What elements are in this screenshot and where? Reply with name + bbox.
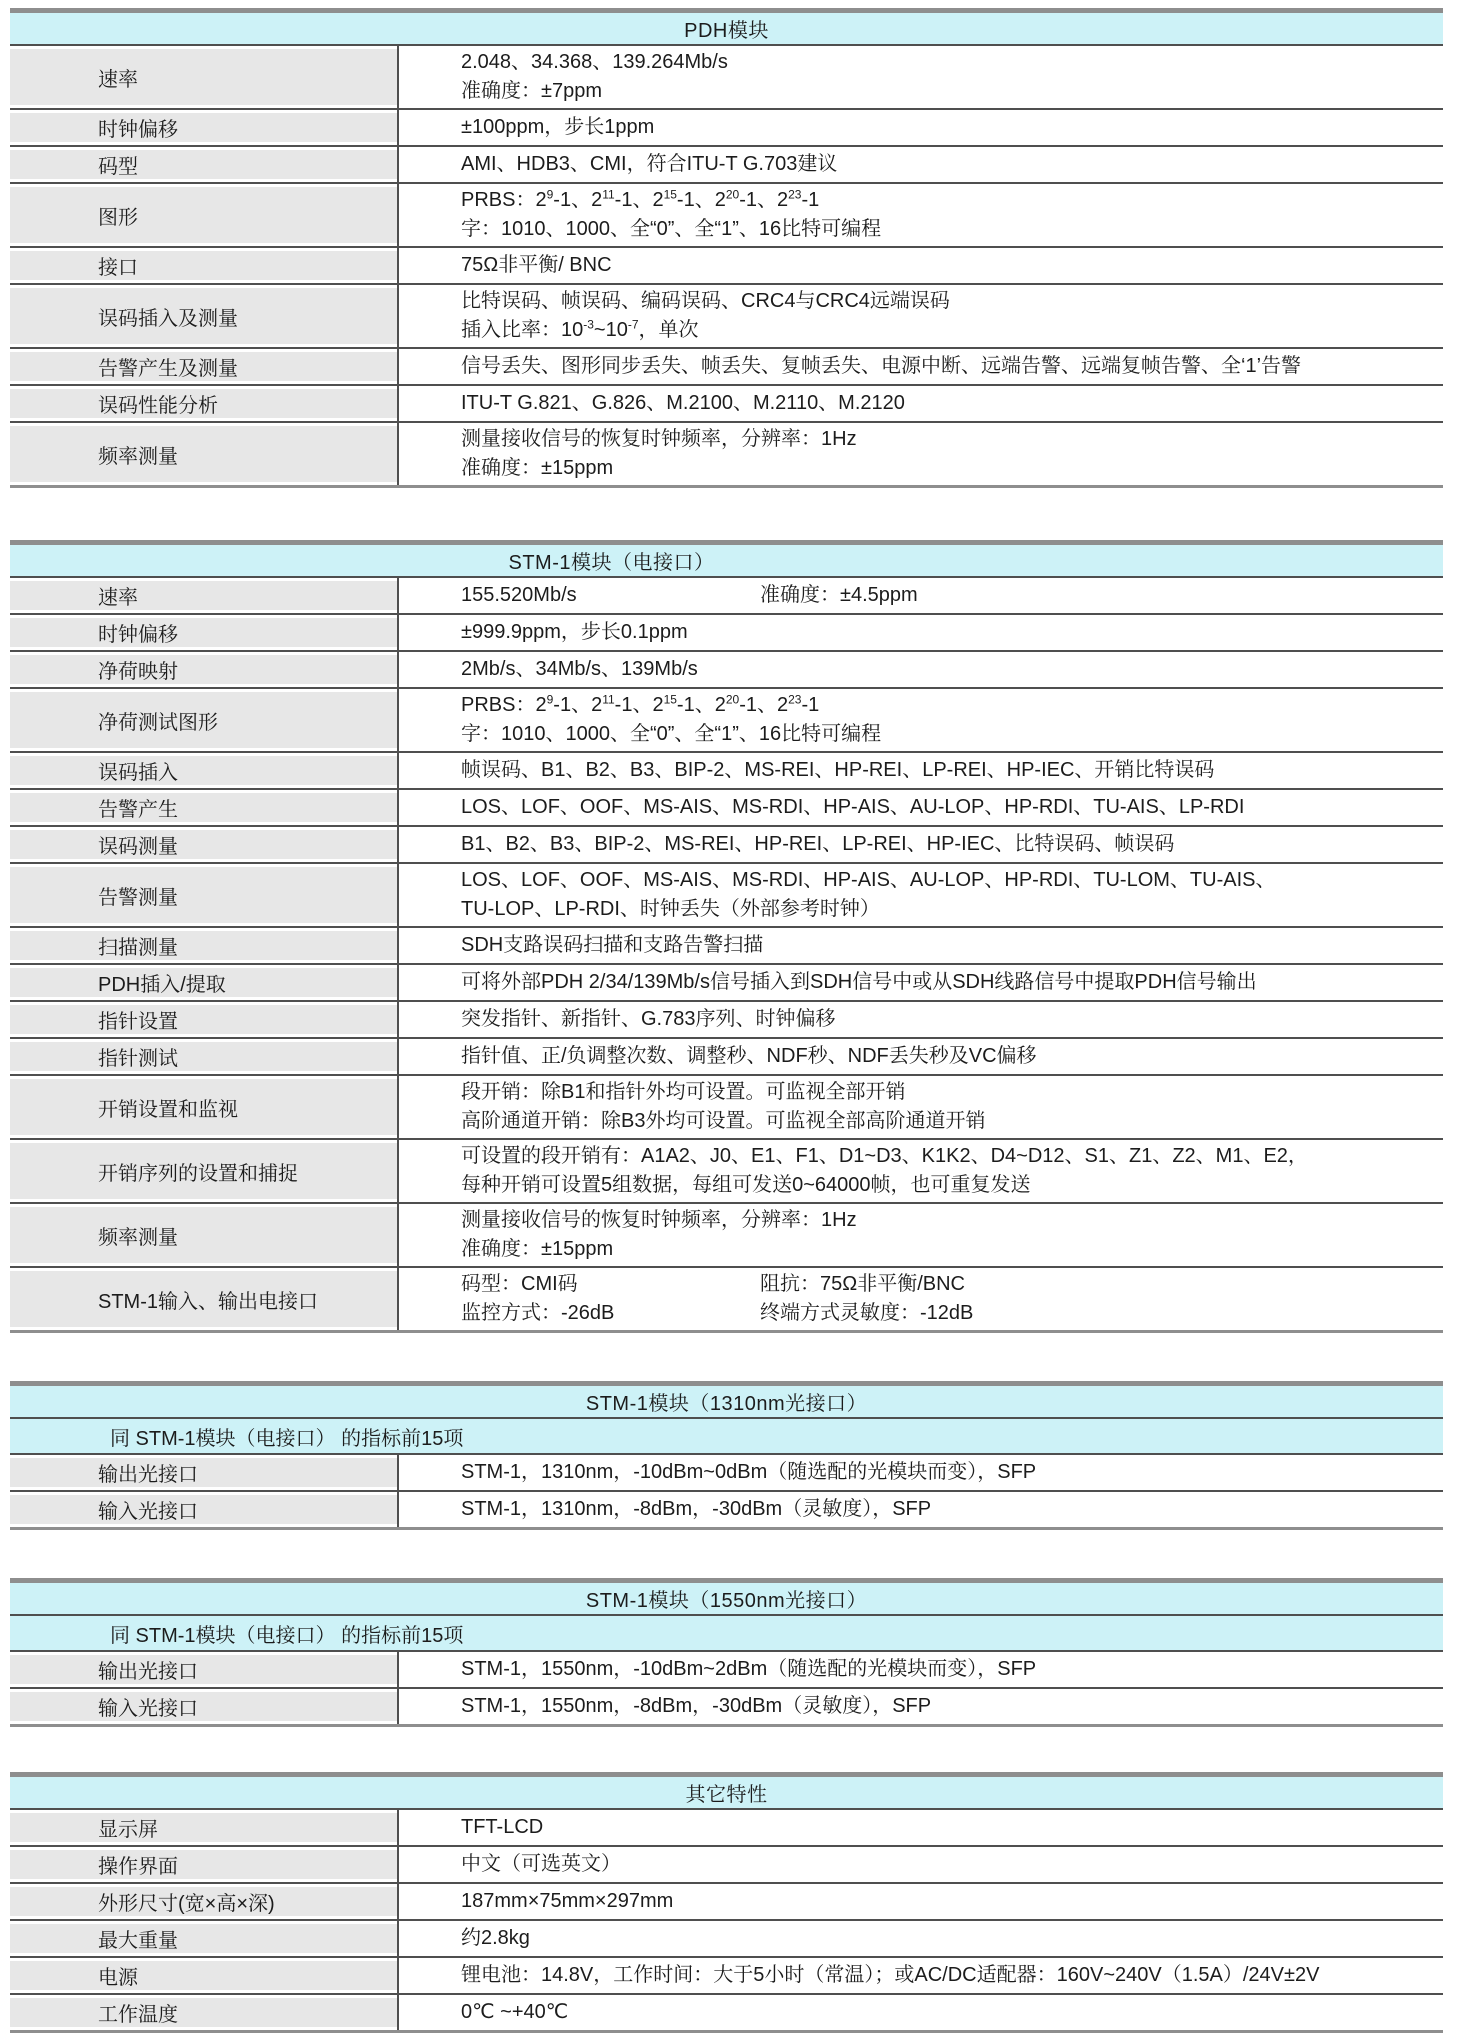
row-label: 告警产生 xyxy=(98,799,178,821)
value-line: 字：1010、1000、全“0”、全“1”、16比特可编程 xyxy=(461,218,882,240)
value-line: STM-1，1550nm，-8dBm，-30dBm（灵敏度），SFP xyxy=(461,1695,932,1717)
table-row xyxy=(10,246,1443,283)
table-row xyxy=(10,1650,1443,1687)
value-line: STM-1，1310nm，-8dBm，-30dBm（灵敏度），SFP xyxy=(461,1498,932,1520)
row-label-cell xyxy=(10,1492,397,1527)
value-line: 测量接收信号的恢复时钟频率，分辨率：1Hz xyxy=(461,1209,857,1231)
row-label: 输入光接口 xyxy=(98,1698,198,1720)
row-label-cell xyxy=(10,615,397,650)
row-label-background xyxy=(10,756,397,785)
row-label: 开销序列的设置和捕捉 xyxy=(98,1162,298,1185)
value-line: 高阶通道开销：除B3外均可设置。可监视全部高阶通道开销 xyxy=(461,1110,986,1132)
table-row xyxy=(10,283,1443,347)
table-row xyxy=(10,1138,1443,1202)
table-row xyxy=(10,650,1443,687)
value-col: 监控方式：-26dB xyxy=(461,1302,615,1324)
row-value-cell xyxy=(397,1884,1443,1919)
row-label-cell xyxy=(10,652,397,687)
row-label: 接口 xyxy=(98,257,138,279)
value-line: B1、B2、B3、BIP-2、MS-REI、HP-REI、LP-REI、HP-IEC、比特误码、帧误码 xyxy=(461,833,1175,855)
value-line: 0℃ ~+40℃ xyxy=(461,2001,569,2023)
superscript: 15 xyxy=(663,692,677,707)
row-label: 输出光接口 xyxy=(98,1661,198,1683)
value-line: 2Mb/s、34Mb/s、139Mb/s xyxy=(461,658,698,680)
row-label-cell xyxy=(10,1204,397,1266)
row-label-background xyxy=(10,1692,397,1721)
value-text: -1 xyxy=(801,189,820,211)
row-label-background xyxy=(10,1143,397,1199)
table-body xyxy=(10,576,1443,1330)
row-value-cell xyxy=(397,753,1443,788)
table-row xyxy=(10,1266,1443,1330)
table-row xyxy=(10,44,1443,108)
table-row xyxy=(10,1956,1443,1993)
table-body xyxy=(10,1808,1443,2030)
row-label: 误码测量 xyxy=(98,836,178,858)
row-label: 告警测量 xyxy=(98,886,178,909)
value-text: -1 xyxy=(801,694,820,716)
row-value-cell xyxy=(397,46,1443,108)
value-line: ±100ppm，步长1ppm xyxy=(461,116,655,138)
row-label: 误码插入及测量 xyxy=(98,307,238,330)
row-value-cell xyxy=(397,1995,1443,2030)
value-line xyxy=(461,186,1435,215)
value-line: 帧误码、B1、B2、B3、BIP-2、MS-REI、HP-REI、LP-REI、HP-IEC、开销比特误码 xyxy=(461,759,1215,781)
row-value-cell xyxy=(397,652,1443,687)
superscript: 20 xyxy=(725,187,740,202)
value-line: ±999.9ppm，步长0.1ppm xyxy=(461,621,688,643)
row-value-cell xyxy=(397,615,1443,650)
value-line: 指针值、正/负调整次数、调整秒、NDF秒、NDF丢失秒及VC偏移 xyxy=(461,1045,1037,1067)
row-value-cell xyxy=(397,928,1443,963)
row-label-cell xyxy=(10,1652,397,1687)
value-line: 可设置的段开销有：A1A2、J0、E1、F1、D1~D3、K1K2、D4~D12、S1、Z1、Z2、M1、E2， xyxy=(461,1145,1308,1167)
row-label: STM-1输入、输出电接口 xyxy=(98,1290,318,1313)
value-line xyxy=(461,1299,1435,1328)
row-label-cell xyxy=(10,386,397,421)
row-label: 扫描测量 xyxy=(98,937,178,959)
row-value-cell xyxy=(397,285,1443,347)
table-row xyxy=(10,751,1443,788)
row-value-cell xyxy=(397,1847,1443,1882)
row-label-background xyxy=(10,251,397,280)
row-label: 电源 xyxy=(98,1967,138,1989)
value-line: 突发指针、新指针、G.783序列、时钟偏移 xyxy=(461,1008,836,1030)
row-value-cell xyxy=(397,1492,1443,1527)
row-label-cell xyxy=(10,46,397,108)
table-title: STM-1模块（电接口） xyxy=(10,545,1443,576)
row-value-cell xyxy=(397,1921,1443,1956)
value-col: 码型：CMI码 xyxy=(461,1273,578,1295)
row-value-cell xyxy=(397,864,1443,926)
row-value-cell xyxy=(397,689,1443,751)
superscript: 23 xyxy=(788,692,802,707)
table-row xyxy=(10,1453,1443,1490)
table-title: 其它特性 xyxy=(10,1777,1443,1808)
row-label-cell xyxy=(10,1810,397,1845)
table-row xyxy=(10,108,1443,145)
row-value-cell xyxy=(397,578,1443,613)
row-value-cell xyxy=(397,1689,1443,1724)
row-label-background xyxy=(10,1961,397,1990)
row-label-cell xyxy=(10,1847,397,1882)
row-label-background xyxy=(10,1924,397,1953)
row-value-cell xyxy=(397,1652,1443,1687)
value-col: 155.520Mb/s xyxy=(461,584,577,606)
table-row xyxy=(10,788,1443,825)
row-label-background xyxy=(10,1458,397,1487)
row-label: 时钟偏移 xyxy=(98,119,178,141)
row-value-cell xyxy=(397,147,1443,182)
value-text: -1、2 xyxy=(553,694,603,716)
row-label-background xyxy=(10,793,397,822)
value-line: TFT-LCD xyxy=(461,1816,544,1838)
row-label: 输入光接口 xyxy=(98,1501,198,1523)
value-text: -1、2 xyxy=(676,189,726,211)
row-label-cell xyxy=(10,790,397,825)
row-label-cell xyxy=(10,248,397,283)
value-text: ~10 xyxy=(593,319,628,341)
value-line: SDH支路误码扫描和支路告警扫描 xyxy=(461,934,764,956)
row-label-background xyxy=(10,968,397,997)
table-row xyxy=(10,1845,1443,1882)
row-label-cell xyxy=(10,1921,397,1956)
table-row xyxy=(10,862,1443,926)
row-value-cell xyxy=(397,1039,1443,1074)
table-note: 同 STM-1模块（电接口） 的指标前15项 xyxy=(10,1417,1443,1453)
value-line: 锂电池：14.8V，工作时间：大于5小时（常温）；或AC/DC适配器：160V~240V（1.5A）/24V±2V xyxy=(461,1964,1320,1986)
row-value-cell xyxy=(397,1455,1443,1490)
row-value-cell xyxy=(397,386,1443,421)
table-row xyxy=(10,1808,1443,1845)
row-value-cell xyxy=(397,1204,1443,1266)
row-label-background xyxy=(10,931,397,960)
row-label: 指针设置 xyxy=(98,1011,178,1033)
table-body xyxy=(10,1614,1443,1724)
table-note: 同 STM-1模块（电接口） 的指标前15项 xyxy=(10,1614,1443,1650)
row-label-background xyxy=(10,618,397,647)
row-label-cell xyxy=(10,753,397,788)
row-value-cell xyxy=(397,1958,1443,1993)
row-value-cell xyxy=(397,1268,1443,1330)
row-label: 频率测量 xyxy=(98,445,178,468)
superscript: -3 xyxy=(583,317,594,332)
value-line: 约2.8kg xyxy=(461,1927,530,1949)
value-line: STM-1，1310nm，-10dBm~0dBm（随选配的光模块而变），SFP xyxy=(461,1461,1037,1483)
row-value-cell xyxy=(397,349,1443,384)
row-label-background xyxy=(10,187,397,243)
table-title: STM-1模块（1550nm光接口） xyxy=(10,1583,1443,1614)
row-label-cell xyxy=(10,1958,397,1993)
row-label-background xyxy=(10,49,397,105)
row-label-cell xyxy=(10,1995,397,2030)
value-line: AMI、HDB3、CMI，符合ITU-T G.703建议 xyxy=(461,153,838,175)
row-label-background xyxy=(10,1813,397,1842)
row-label-cell xyxy=(10,1039,397,1074)
stm1-electrical-table xyxy=(10,540,1443,1333)
superscript: 9 xyxy=(546,187,554,202)
row-label: 码型 xyxy=(98,156,138,178)
value-line: TU-LOP、LP-RDI、时钟丢失（外部参考时钟） xyxy=(461,898,880,920)
row-label-background xyxy=(10,150,397,179)
table-body xyxy=(10,44,1443,485)
other-features-table xyxy=(10,1772,1443,2033)
value-text: -1、2 xyxy=(614,189,664,211)
value-text: PRBS：2 xyxy=(461,189,547,211)
table-row xyxy=(10,1687,1443,1724)
row-value-cell xyxy=(397,827,1443,862)
value-line: 每种开销可设置5组数据，每组可发送0~64000帧，也可重复发送 xyxy=(461,1174,1031,1196)
table-row xyxy=(10,1919,1443,1956)
row-label-background xyxy=(10,1495,397,1524)
stm1-1310nm-table xyxy=(10,1381,1443,1530)
row-label-background xyxy=(10,581,397,610)
row-label: 净荷测试图形 xyxy=(98,711,218,734)
value-text: -1、2 xyxy=(739,694,789,716)
value-line: 段开销：除B1和指针外均可设置。可监视全部开销 xyxy=(461,1081,906,1103)
row-label-cell xyxy=(10,110,397,145)
table-title: PDH模块 xyxy=(10,13,1443,44)
superscript: 11 xyxy=(602,187,615,202)
value-text: PRBS：2 xyxy=(461,694,547,716)
row-value-cell xyxy=(397,248,1443,283)
row-label-cell xyxy=(10,1268,397,1330)
row-label: 图形 xyxy=(98,206,138,229)
row-label: PDH插入/提取 xyxy=(98,974,226,996)
table-body xyxy=(10,1417,1443,1527)
value-line: 中文（可选英文） xyxy=(461,1853,621,1875)
row-label: 工作温度 xyxy=(98,2004,178,2026)
pdh-module-table xyxy=(10,8,1443,488)
row-label: 频率测量 xyxy=(98,1226,178,1249)
row-label: 时钟偏移 xyxy=(98,624,178,646)
value-line xyxy=(461,1270,1435,1299)
row-label-cell xyxy=(10,147,397,182)
value-line: 可将外部PDH 2/34/139Mb/s信号插入到SDH信号中或从SDH线路信号中提取PDH信号输出 xyxy=(461,971,1257,993)
row-label-cell xyxy=(10,1884,397,1919)
value-line xyxy=(461,581,1435,610)
superscript: 20 xyxy=(725,692,740,707)
row-label-cell xyxy=(10,184,397,246)
superscript: 23 xyxy=(788,187,802,202)
row-label-background xyxy=(10,1850,397,1879)
row-label: 告警产生及测量 xyxy=(98,358,238,380)
value-line xyxy=(461,316,1435,345)
value-col: 阻抗：75Ω非平衡/BNC xyxy=(760,1273,965,1295)
value-col: 准确度：±4.5ppm xyxy=(760,584,918,606)
table-row xyxy=(10,1000,1443,1037)
value-line: 信号丢失、图形同步丢失、帧丢失、复帧丢失、电源中断、远端告警、远端复帧告警、全‘1’告警 xyxy=(461,355,1302,377)
table-row xyxy=(10,1882,1443,1919)
row-label-background xyxy=(10,867,397,923)
row-label-cell xyxy=(10,578,397,613)
row-label: 操作界面 xyxy=(98,1856,178,1878)
value-line: 75Ω非平衡/ BNC xyxy=(461,254,612,276)
row-label-background xyxy=(10,655,397,684)
row-label-cell xyxy=(10,864,397,926)
value-line: STM-1，1550nm，-10dBm~2dBm（随选配的光模块而变），SFP xyxy=(461,1658,1037,1680)
value-text: 插入比率：10 xyxy=(461,319,584,341)
value-text: -1、2 xyxy=(553,189,603,211)
table-row xyxy=(10,926,1443,963)
row-label: 误码性能分析 xyxy=(98,395,218,417)
value-line: 2.048、34.368、139.264Mb/s xyxy=(461,51,728,73)
superscript: 9 xyxy=(546,692,554,707)
value-line: 准确度：±15ppm xyxy=(461,457,614,479)
row-label-cell xyxy=(10,1689,397,1724)
row-label-cell xyxy=(10,928,397,963)
row-value-cell xyxy=(397,1076,1443,1138)
table-row xyxy=(10,1202,1443,1266)
row-label: 指针测试 xyxy=(98,1048,178,1070)
table-row xyxy=(10,613,1443,650)
row-value-cell xyxy=(397,1810,1443,1845)
value-text: -1、2 xyxy=(676,694,726,716)
row-label-cell xyxy=(10,349,397,384)
value-text: -1、2 xyxy=(614,694,664,716)
row-label-background xyxy=(10,1042,397,1071)
value-line: 准确度：±15ppm xyxy=(461,1238,614,1260)
row-label: 显示屏 xyxy=(98,1819,158,1841)
row-label-background xyxy=(10,830,397,859)
row-label-background xyxy=(10,1005,397,1034)
row-label-background xyxy=(10,692,397,748)
row-label-background xyxy=(10,1655,397,1684)
row-label-cell xyxy=(10,1076,397,1138)
row-label-cell xyxy=(10,1002,397,1037)
row-label-background xyxy=(10,352,397,381)
stm1-1550nm-table xyxy=(10,1578,1443,1727)
row-label-background xyxy=(10,426,397,482)
table-row xyxy=(10,963,1443,1000)
superscript: 15 xyxy=(663,187,677,202)
table-row xyxy=(10,1037,1443,1074)
value-text: -1、2 xyxy=(739,189,789,211)
row-label-background xyxy=(10,1998,397,2027)
row-label: 误码插入 xyxy=(98,762,178,784)
row-label: 外形尺寸(宽×高×深) xyxy=(98,1893,275,1915)
value-line: 测量接收信号的恢复时钟频率，分辨率：1Hz xyxy=(461,428,857,450)
table-row xyxy=(10,1490,1443,1527)
row-label-background xyxy=(10,1271,397,1327)
row-value-cell xyxy=(397,110,1443,145)
table-row xyxy=(10,145,1443,182)
row-label-background xyxy=(10,1887,397,1916)
value-line: LOS、LOF、OOF、MS-AIS、MS-RDI、HP-AIS、AU-LOP、HP-RDI、TU-AIS、LP-RDI xyxy=(461,796,1245,818)
row-value-cell xyxy=(397,184,1443,246)
value-line: LOS、LOF、OOF、MS-AIS、MS-RDI、HP-AIS、AU-LOP、HP-RDI、TU-LOM、TU-AIS、 xyxy=(461,869,1276,891)
row-label-background xyxy=(10,288,397,344)
row-label: 速率 xyxy=(98,68,138,91)
value-line: 比特误码、帧误码、编码误码、CRC4与CRC4远端误码 xyxy=(461,290,950,312)
table-row xyxy=(10,347,1443,384)
value-line: 187mm×75mm×297mm xyxy=(461,1890,674,1912)
superscript: 11 xyxy=(602,692,615,707)
row-label-cell xyxy=(10,827,397,862)
value-line: ITU-T G.821、G.826、M.2100、M.2110、M.2120 xyxy=(461,392,905,414)
superscript: -7 xyxy=(627,317,639,332)
row-value-cell xyxy=(397,1140,1443,1202)
table-row xyxy=(10,421,1443,485)
row-label: 净荷映射 xyxy=(98,661,178,683)
table-title: STM-1模块（1310nm光接口） xyxy=(10,1386,1443,1417)
row-label-cell xyxy=(10,285,397,347)
row-value-cell xyxy=(397,790,1443,825)
value-line: 字：1010、1000、全“0”、全“1”、16比特可编程 xyxy=(461,723,882,745)
value-text: ，单次 xyxy=(638,319,699,341)
row-label-cell xyxy=(10,1140,397,1202)
row-label-background xyxy=(10,113,397,142)
table-row xyxy=(10,1993,1443,2030)
value-line xyxy=(461,691,1435,720)
value-col: 终端方式灵敏度：-12dB xyxy=(760,1302,974,1324)
table-row xyxy=(10,687,1443,751)
table-row xyxy=(10,384,1443,421)
row-label: 最大重量 xyxy=(98,1930,178,1952)
row-value-cell xyxy=(397,423,1443,485)
value-line: 准确度：±7ppm xyxy=(461,80,603,102)
row-label: 开销设置和监视 xyxy=(98,1098,238,1121)
row-label-cell xyxy=(10,1455,397,1490)
table-row xyxy=(10,182,1443,246)
table-row xyxy=(10,1074,1443,1138)
row-label-cell xyxy=(10,965,397,1000)
table-row xyxy=(10,576,1443,613)
row-label-cell xyxy=(10,423,397,485)
row-label: 输出光接口 xyxy=(98,1464,198,1486)
row-value-cell xyxy=(397,1002,1443,1037)
row-label: 速率 xyxy=(98,587,138,609)
row-label-background xyxy=(10,1207,397,1263)
row-label-background xyxy=(10,389,397,418)
row-label-cell xyxy=(10,689,397,751)
table-row xyxy=(10,825,1443,862)
row-value-cell xyxy=(397,965,1443,1000)
row-label-background xyxy=(10,1079,397,1135)
